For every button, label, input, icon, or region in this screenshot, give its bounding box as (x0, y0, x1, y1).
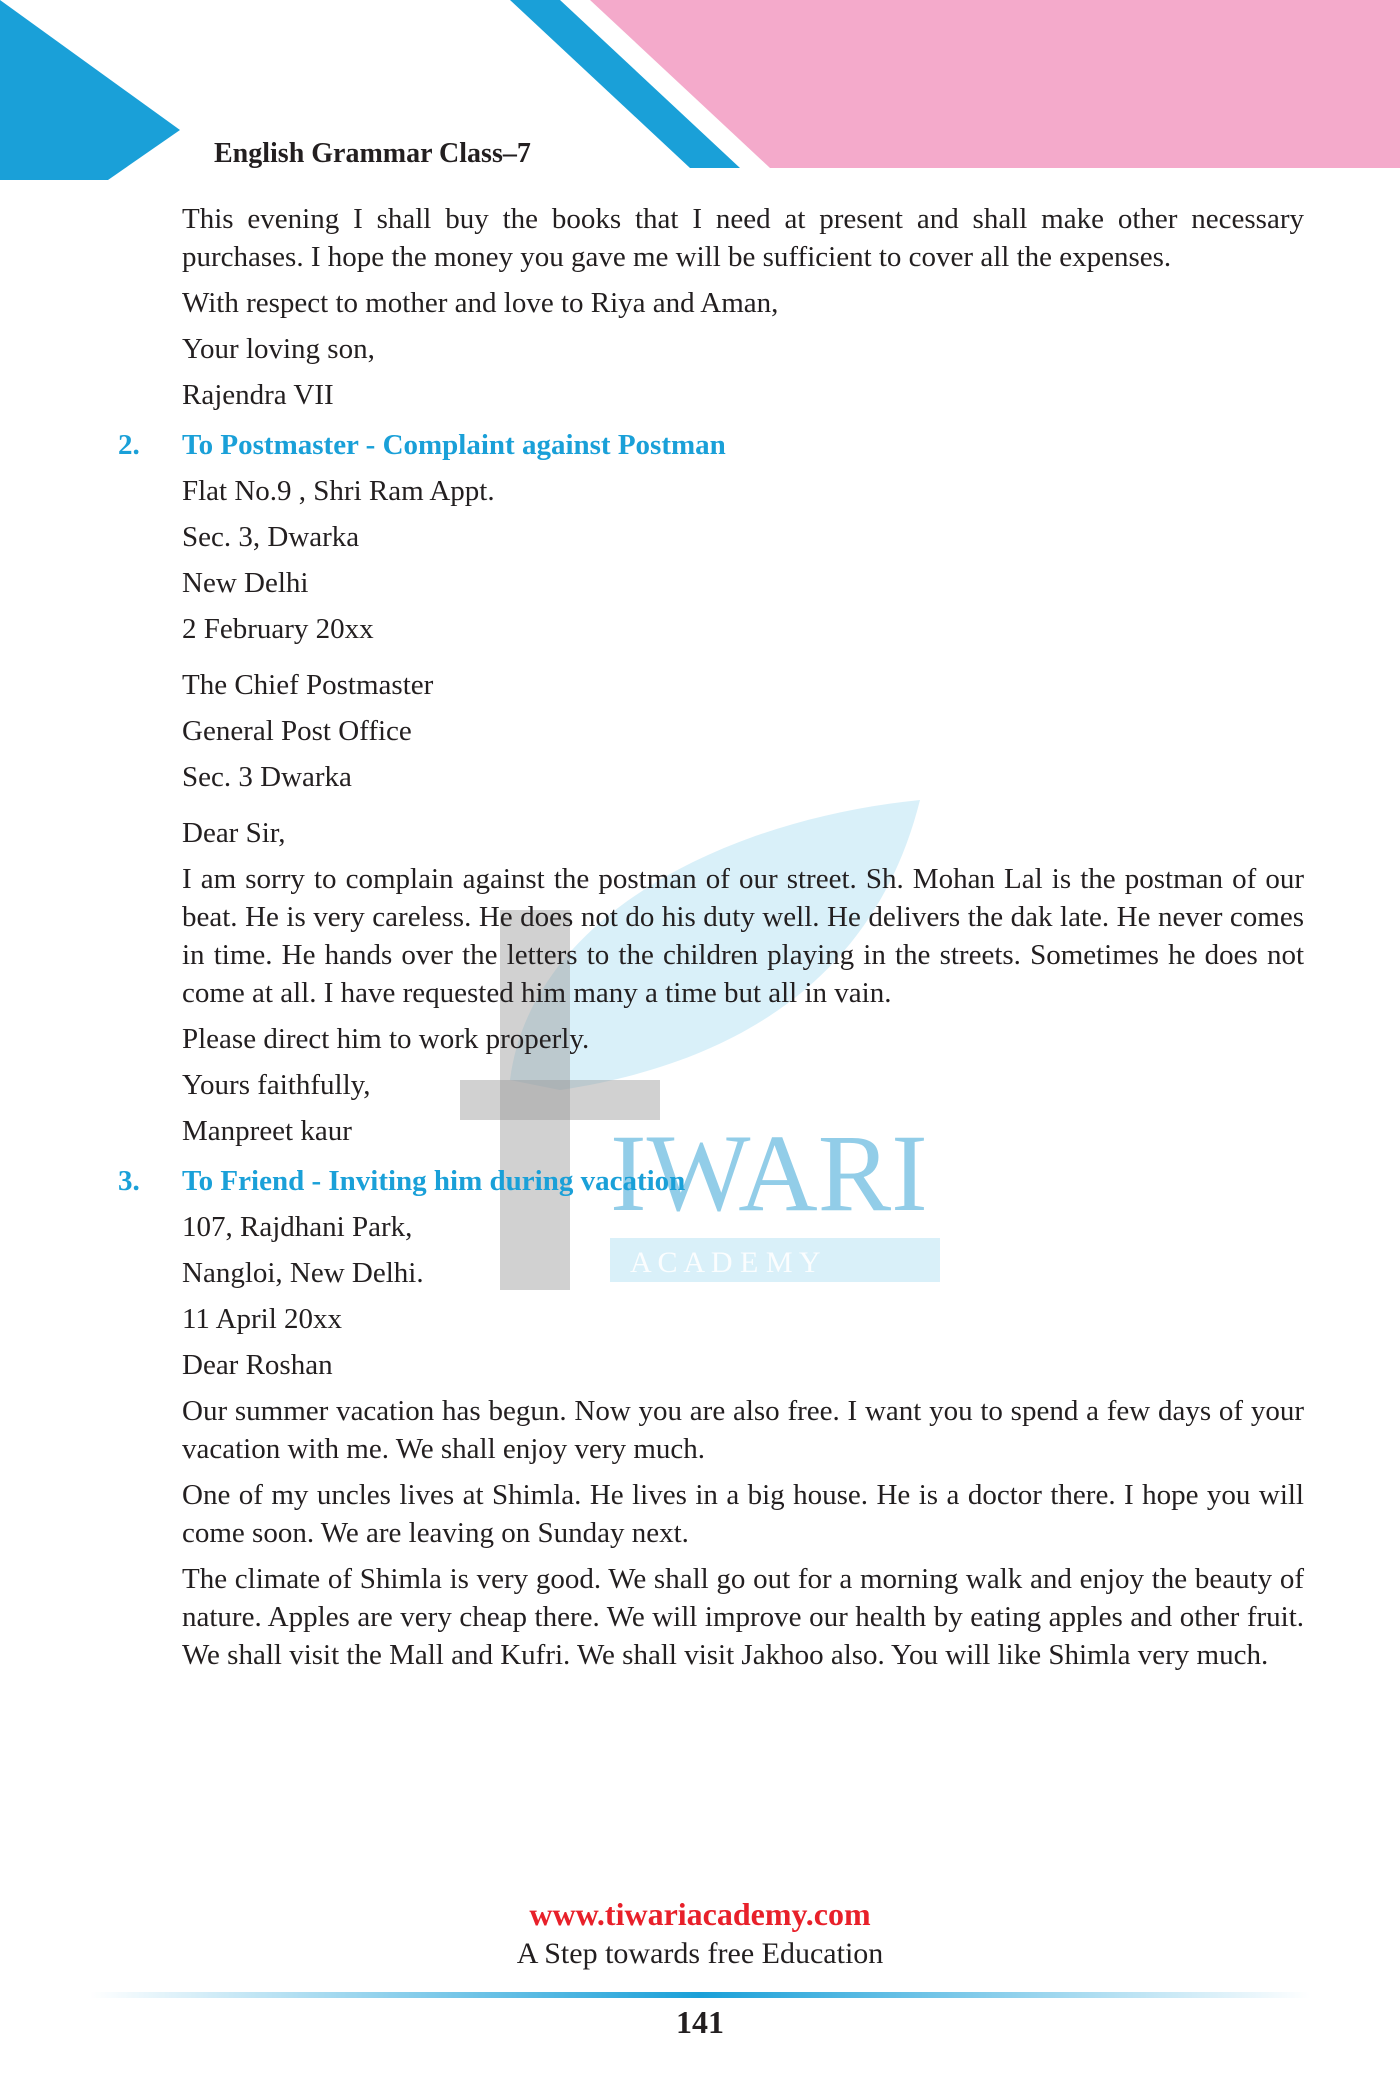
letter2-signature: Manpreet kaur (182, 1115, 352, 1147)
letter3-paragraph: Our summer vacation has begun. Now you are also free. I want you to spend a few days of your vacation with me. We shall enjoy very much. (182, 1395, 1304, 1465)
footer-divider (90, 1992, 1310, 1998)
letter2-heading (118, 426, 1304, 464)
letter1-closing: Your loving son, (182, 333, 375, 365)
address-line: The Chief Postmaster (182, 669, 434, 701)
page-header-title: English Grammar Class–7 (214, 138, 531, 169)
letter2-date: 2 February 20xx (182, 613, 374, 645)
footer-website-link[interactable]: www.tiwariacademy.com (529, 1896, 871, 1932)
letter3-salutation: Dear Roshan (182, 1349, 333, 1381)
blue-arrow-shape (0, 0, 180, 180)
address-line: Flat No.9 , Shri Ram Appt. (182, 475, 495, 507)
letter3 (182, 1208, 1304, 1674)
address-line: New Delhi (182, 567, 309, 599)
letter2-number: 2. (118, 429, 140, 461)
letter2-body: I am sorry to complain against the postman of our street. Sh. Mohan Lal is the postman of our beat. He is very careless. He does not do his duty well. He delivers the dak late. He never comes in time. He hands over the letters to the children playing in the streets. Sometimes he does not come at all. I have requested him many a time but all in vain. (182, 863, 1304, 1009)
address-line: Sec. 3, Dwarka (182, 521, 360, 553)
letter3-paragraph: One of my uncles lives at Shimla. He lives in a big house. He is a doctor there. I hope you will come soon. We are leaving on Sunday next. (182, 1479, 1304, 1549)
page-content (118, 200, 1304, 1682)
letter3-paragraph: The climate of Shimla is very good. We shall go out for a morning walk and enjoy the beauty of nature. Apples are very cheap there. We will improve our health by eating apples and other fruit. We shall visit the Mall and Kufri. We shall visit Jakhoo also. You will like Shimla very much. (182, 1563, 1304, 1671)
address-line: Nangloi, New Delhi. (182, 1257, 424, 1289)
watermark-word: IWARI (610, 1112, 928, 1234)
letter1-paragraph: This evening I shall buy the books that I need at present and shall make other necessary purchases. I hope the money you gave me will be sufficient to cover all the expenses. (182, 203, 1304, 273)
letter2-heading-text: To Postmaster - Complaint against Postman (182, 429, 726, 461)
address-line: General Post Office (182, 715, 412, 747)
letter2-sender-address (182, 472, 1304, 648)
letter2-closing: Yours faithfully, (182, 1069, 371, 1101)
letter3-heading-text: To Friend - Inviting him during vacation (182, 1165, 686, 1197)
letter3-number: 3. (118, 1165, 140, 1197)
address-line: Sec. 3 Dwarka (182, 761, 352, 793)
letter2-recipient-address (182, 666, 1304, 796)
letter3-date: 11 April 20xx (182, 1303, 343, 1335)
address-line: 107, Rajdhani Park, (182, 1211, 413, 1243)
letter2-request: Please direct him to work properly. (182, 1023, 590, 1055)
letter1-end (182, 200, 1304, 414)
letter2 (182, 472, 1304, 1150)
footer-tagline: A Step towards free Education (516, 1937, 884, 1970)
letter1-regards: With respect to mother and love to Riya and Aman, (182, 287, 779, 319)
header-decoration (0, 0, 1400, 180)
watermark-sub: A C A D E M Y (630, 1246, 821, 1279)
letter1-signature: Rajendra VII (182, 379, 334, 411)
page-number: 141 (676, 2004, 724, 2040)
letter3-heading (118, 1162, 1304, 1200)
footer (0, 1894, 1400, 1974)
letter2-salutation: Dear Sir, (182, 817, 286, 849)
